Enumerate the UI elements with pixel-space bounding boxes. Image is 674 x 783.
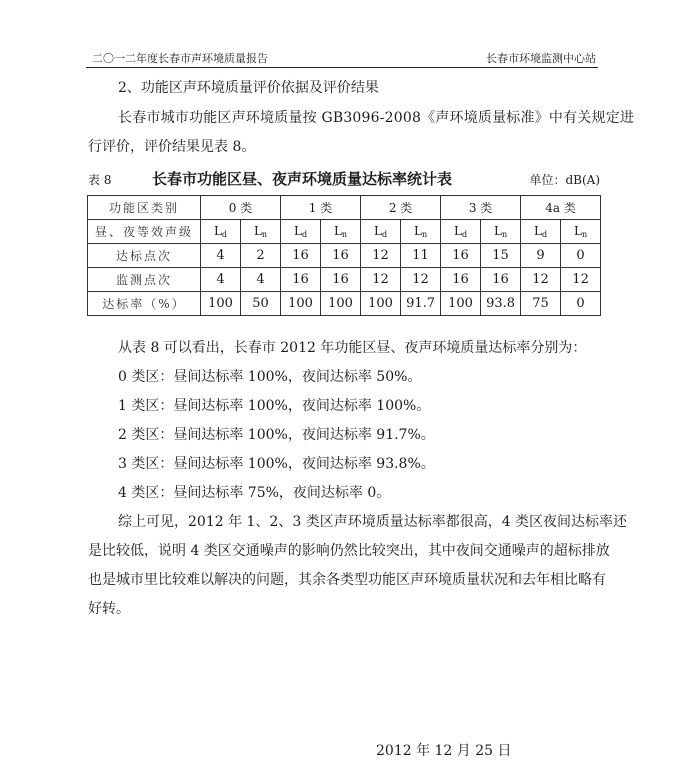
table-cell: 0 xyxy=(561,292,601,316)
table-cell: 0 xyxy=(561,244,601,268)
day-level-header xyxy=(441,220,481,244)
summary-line-3: 也是城市里比较难以解决的问题，其余各类型功能区声环境质量状况和去年相比略有 xyxy=(88,572,606,588)
table-cell: 16 xyxy=(481,268,521,292)
table-row xyxy=(88,268,601,292)
table-cell: 16 xyxy=(441,244,481,268)
night-level-header xyxy=(481,220,521,244)
table-cell: 100 xyxy=(201,292,241,316)
table-row xyxy=(88,292,601,316)
table-cell: 4 xyxy=(201,244,241,268)
table-cell: 75 xyxy=(521,292,561,316)
level-symbol: L xyxy=(413,224,422,238)
table-cell: 15 xyxy=(481,244,521,268)
header-label: 功能区类别 xyxy=(88,196,201,220)
intro-line-1: 长春市城市功能区声环境质量按 GB3096-2008《声环境质量标准》中有关规定进 xyxy=(118,110,635,126)
table-cell: 12 xyxy=(361,268,401,292)
table-unit: 单位：dB(A) xyxy=(529,173,600,187)
table-header-row xyxy=(88,196,601,220)
category-header: 0 类 xyxy=(201,196,281,220)
level-subscript: n xyxy=(501,230,508,239)
level-subscript: d xyxy=(461,230,468,239)
table-cell: 12 xyxy=(561,268,601,292)
level-symbol: L xyxy=(293,224,302,238)
category-header: 1 类 xyxy=(281,196,361,220)
table-number: 表 8 xyxy=(88,173,112,187)
table-cell: 12 xyxy=(361,244,401,268)
table-cell: 16 xyxy=(321,268,361,292)
finding-item: 2 类区：昼间达标率 100%，夜间达标率 91.7%。 xyxy=(118,427,435,443)
night-level-header xyxy=(241,220,281,244)
table-cell: 11 xyxy=(401,244,441,268)
level-subscript: n xyxy=(581,230,588,239)
compliance-table xyxy=(87,195,601,316)
findings-intro: 从表 8 可以看出，长春市 2012 年功能区昼、夜声环境质量达标率分别为： xyxy=(118,340,587,356)
table-cell: 4 xyxy=(241,268,281,292)
table-cell: 16 xyxy=(281,268,321,292)
level-subscript: n xyxy=(421,230,428,239)
night-level-header xyxy=(401,220,441,244)
day-level-header xyxy=(281,220,321,244)
summary-line-2: 是比较低，说明 4 类区交通噪声的影响仍然比较突出，其中夜间交通噪声的超标排放 xyxy=(88,543,610,559)
table-cell: 16 xyxy=(281,244,321,268)
summary-line-1: 综上可见，2012 年 1、2、3 类区声环境质量达标率都很高，4 类区夜间达标率还 xyxy=(118,514,628,530)
row-label: 监测点次 xyxy=(88,268,201,292)
level-symbol: L xyxy=(373,224,382,238)
table-subheader-row xyxy=(88,220,601,244)
table-cell: 100 xyxy=(441,292,481,316)
night-level-header xyxy=(321,220,361,244)
category-header: 4a 类 xyxy=(521,196,601,220)
level-subscript: d xyxy=(541,230,548,239)
level-subscript: d xyxy=(301,230,308,239)
level-symbol: L xyxy=(253,224,262,238)
table-cell: 12 xyxy=(521,268,561,292)
section-heading: 2、功能区声环境质量评价依据及评价结果 xyxy=(118,80,379,96)
day-level-header xyxy=(521,220,561,244)
level-symbol: L xyxy=(493,224,502,238)
table-cell: 16 xyxy=(321,244,361,268)
table-cell: 12 xyxy=(401,268,441,292)
finding-item: 4 类区：昼间达标率 75%，夜间达标率 0。 xyxy=(118,485,391,501)
table-cell: 16 xyxy=(441,268,481,292)
table-cell: 9 xyxy=(521,244,561,268)
level-symbol: L xyxy=(574,224,582,238)
level-subscript: n xyxy=(261,230,268,239)
level-symbol: L xyxy=(454,224,462,238)
summary-line-4: 好转。 xyxy=(88,601,130,617)
finding-item: 0 类区：昼间达标率 100%，夜间达标率 50%。 xyxy=(118,369,422,385)
header-rule xyxy=(86,67,598,68)
level-subscript: d xyxy=(221,230,228,239)
level-symbol: L xyxy=(213,224,222,238)
subheader-label: 昼、夜等效声级 xyxy=(88,220,201,244)
report-date: 2012 年 12 月 25 日 xyxy=(376,743,512,759)
row-label: 达标率（%） xyxy=(88,292,201,316)
table-cell: 91.7 xyxy=(401,292,441,316)
day-level-header xyxy=(361,220,401,244)
table-cell: 2 xyxy=(241,244,281,268)
level-symbol: L xyxy=(534,224,542,238)
table-title: 长春市功能区昼、夜声环境质量达标率统计表 xyxy=(152,170,453,188)
day-level-header xyxy=(201,220,241,244)
category-header: 2 类 xyxy=(361,196,441,220)
table-cell: 100 xyxy=(321,292,361,316)
table-cell: 100 xyxy=(281,292,321,316)
level-subscript: d xyxy=(381,230,388,239)
row-label: 达标点次 xyxy=(88,244,201,268)
table-caption xyxy=(88,168,600,188)
finding-item: 1 类区：昼间达标率 100%，夜间达标率 100%。 xyxy=(118,398,431,414)
level-symbol: L xyxy=(333,224,342,238)
intro-line-2: 行评价，评价结果见表 8。 xyxy=(88,139,256,155)
table-cell: 50 xyxy=(241,292,281,316)
night-level-header xyxy=(561,220,601,244)
level-subscript: n xyxy=(341,230,348,239)
category-header: 3 类 xyxy=(441,196,521,220)
finding-item: 3 类区：昼间达标率 100%，夜间达标率 93.8%。 xyxy=(118,456,435,472)
table-row xyxy=(88,244,601,268)
page-header-right: 长春市环境监测中心站 xyxy=(486,52,596,65)
table-cell: 93.8 xyxy=(481,292,521,316)
table-cell: 100 xyxy=(361,292,401,316)
table-cell: 4 xyxy=(201,268,241,292)
page-header-left: 二〇一二年度长春市声环境质量报告 xyxy=(92,52,268,65)
